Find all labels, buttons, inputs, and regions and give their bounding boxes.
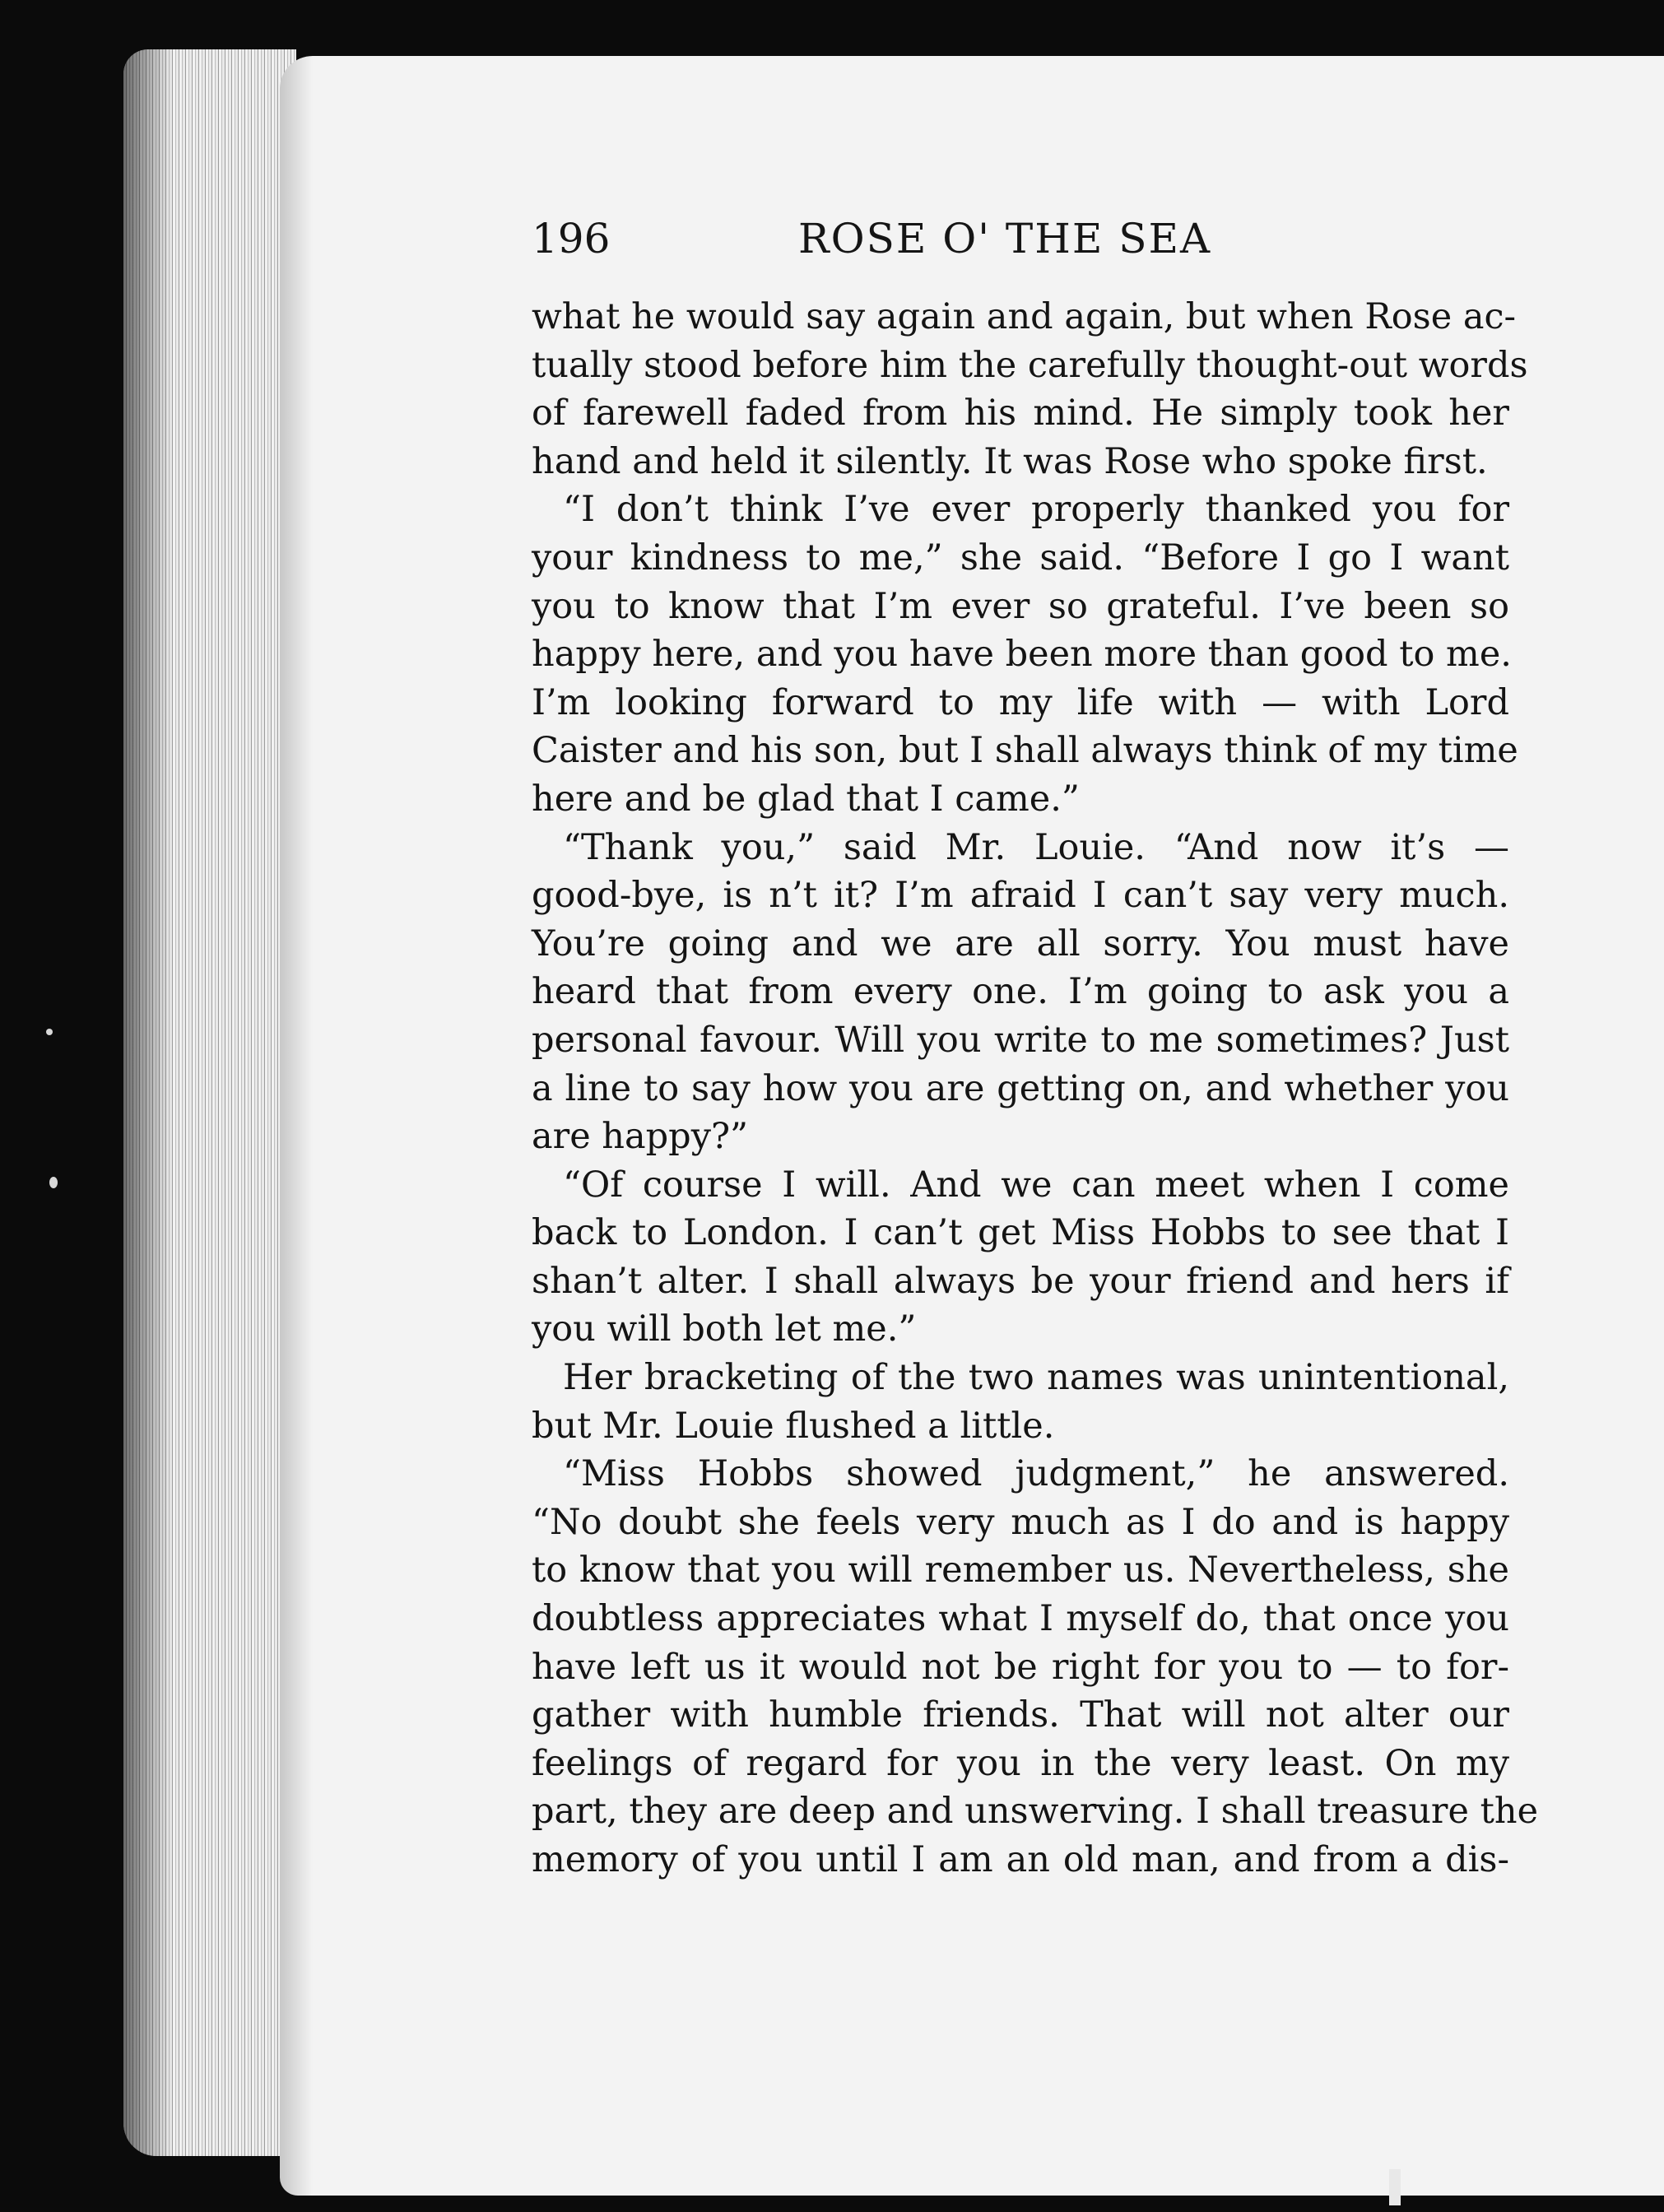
page-number: 196	[532, 215, 611, 263]
text-line: Her bracketing of the two names was unintentional,	[563, 1357, 1509, 1399]
running-header	[532, 206, 1519, 272]
text-line: “Miss Hobbs showed judgment,” he answered.	[563, 1453, 1509, 1495]
page-gutter-shadow	[280, 56, 313, 2196]
text-line: tually stood before him the carefully thought-out words	[532, 344, 1528, 386]
text-line: a line to say how you are getting on, and whether you	[532, 1067, 1509, 1109]
text-line: of farewell faded from his mind. He simply took her	[532, 393, 1509, 434]
page-edge-shadow	[123, 49, 173, 2156]
body-text	[532, 293, 1539, 1884]
running-title: ROSE O' THE SEA	[798, 215, 1212, 263]
text-line: I’m looking forward to my life with — with Lord	[532, 681, 1509, 723]
text-line: part, they are deep and unswerving. I shall treasure the	[532, 1791, 1539, 1833]
text-line: Caister and his son, but I shall always think of my time	[532, 730, 1518, 772]
text-line: but Mr. Louie flushed a little.	[532, 1405, 1055, 1447]
text-line: to know that you will remember us. Nevertheless, she	[532, 1550, 1509, 1592]
text-line: you to know that I’m ever so grateful. I’ve been so	[532, 585, 1509, 627]
text-line: happy here, and you have been more than good to me.	[532, 634, 1512, 676]
text-line: You’re going and we are all sorry. You must have	[532, 922, 1509, 964]
text-line: “Of course I will. And we can meet when I come	[563, 1164, 1509, 1206]
text-line: personal favour. Will you write to me sometimes? Just	[532, 1019, 1509, 1061]
text-line: have left us it would not be right for you to — to for-	[532, 1646, 1509, 1688]
text-line: memory of you until I am an old man, and from a dis-	[532, 1839, 1509, 1880]
dust-speck	[49, 1177, 58, 1188]
text-line: doubtless appreciates what I myself do, that once you	[532, 1598, 1509, 1640]
text-line: here and be glad that I came.”	[532, 778, 1080, 820]
text-line: feelings of regard for you in the very least. On my	[532, 1742, 1509, 1784]
text-line: back to London. I can’t get Miss Hobbs to see that I	[532, 1212, 1509, 1254]
text-line: you will both let me.”	[532, 1308, 917, 1350]
text-line: gather with humble friends. That will not alter our	[532, 1694, 1509, 1736]
text-line: good-bye, is n’t it? I’m afraid I can’t say very much.	[532, 875, 1509, 917]
text-line: your kindness to me,” she said. “Before I go I want	[532, 537, 1509, 579]
text-line: “No doubt she feels very much as I do and is happy	[532, 1501, 1509, 1543]
text-line: shan’t alter. I shall always be your friend and hers if	[532, 1260, 1509, 1302]
text-line: “Thank you,” said Mr. Louie. “And now it’s —	[563, 826, 1509, 868]
text-line: what he would say again and again, but when Rose ac-	[532, 296, 1517, 337]
scan-artifact	[1389, 2169, 1401, 2205]
text-line: are happy?”	[532, 1116, 749, 1158]
text-line: hand and held it silently. It was Rose who spoke first.	[532, 440, 1488, 482]
dust-speck	[46, 1029, 53, 1035]
text-line: heard that from every one. I’m going to ask you a	[532, 971, 1509, 1013]
text-line: “I don’t think I’ve ever properly thanked you for	[563, 489, 1509, 531]
